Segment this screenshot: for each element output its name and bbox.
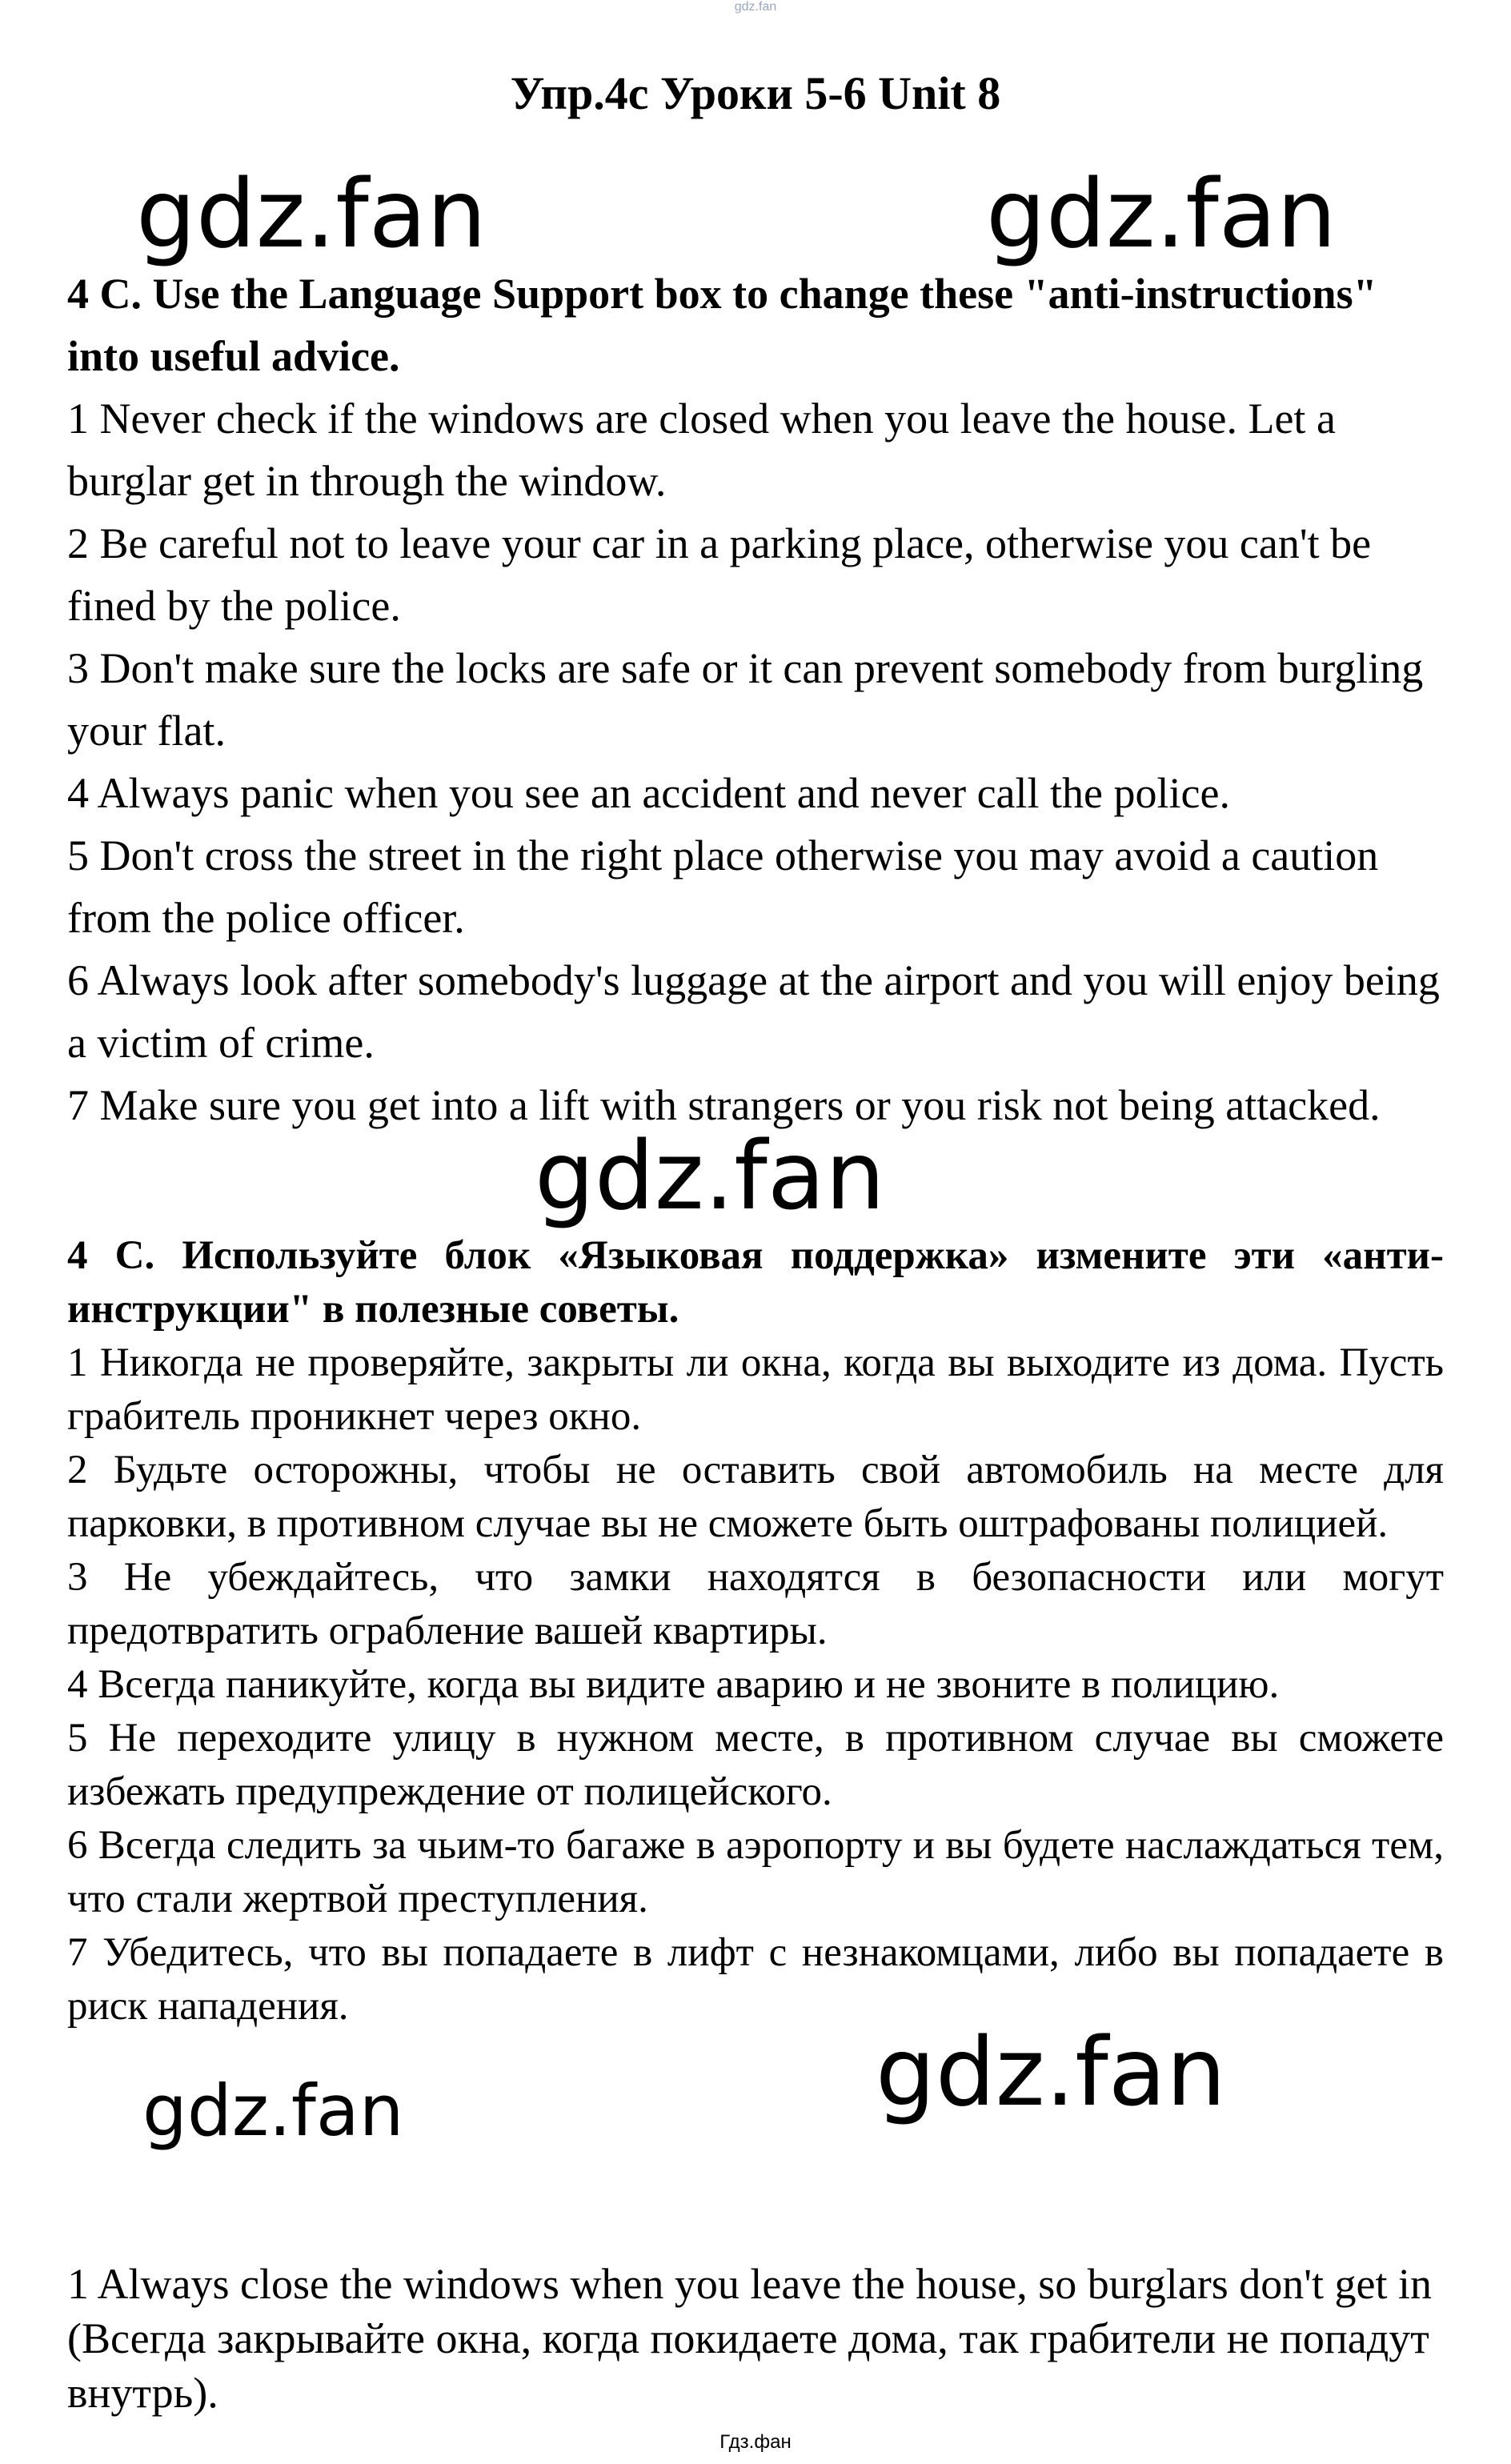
russian-item: 6 Всегда следить за чьим-то багаже в аэропорту и вы будете наслаждаться тем, что стали жертвой преступления. bbox=[67, 1823, 1444, 1921]
english-heading: 4 C. Use the Language Support box to change these "anti-instructions" into useful advice. bbox=[67, 270, 1377, 380]
russian-item: 4 Всегда паникуйте, когда вы видите аварию и не звоните в полицию. bbox=[67, 1662, 1280, 1707]
footer-mark: Гдз.фан bbox=[719, 2431, 792, 2453]
english-item: 2 Be careful not to leave your car in a parking place, otherwise you can't be fined by the police. bbox=[67, 519, 1372, 630]
watermark-text: gdz.fan bbox=[136, 158, 487, 269]
watermark-text: gdz.fan bbox=[986, 158, 1337, 269]
english-exercise bbox=[67, 262, 1450, 1136]
english-item: 6 Always look after somebody's luggage at the airport and you will enjoy being a victim of crime. bbox=[67, 956, 1440, 1067]
watermark-text: gdz.fan bbox=[535, 1120, 885, 1231]
answer-text bbox=[67, 2214, 1450, 2463]
russian-heading: 4 С. Используйте блок «Языковая поддержка» измените эти «анти-инструкции" в полезные советы. bbox=[67, 1233, 1444, 1332]
english-item: 4 Always panic when you see an accident and never call the police. bbox=[67, 769, 1230, 817]
russian-item: 5 Не переходите улицу в нужном месте, в противном случае вы сможете избежать предупреждение от полицейского. bbox=[67, 1716, 1444, 1814]
page-title: Упр.4c Уроки 5-6 Unit 8 bbox=[510, 67, 1001, 119]
english-item: 7 Make sure you get into a lift with strangers or you risk not being attacked. bbox=[67, 1081, 1381, 1129]
watermark-text: gdz.fan bbox=[142, 2069, 404, 2152]
watermark-text: gdz.fan bbox=[876, 2017, 1226, 2127]
top-watermark: gdz.fan bbox=[734, 0, 777, 14]
english-item: 5 Don't cross the street in the right place otherwise you may avoid a caution from the police officer. bbox=[67, 831, 1379, 942]
russian-item: 1 Никогда не проверяйте, закрыты ли окна, когда вы выходите из дома. Пусть грабитель проникнет через окно. bbox=[67, 1340, 1444, 1439]
russian-item: 7 Убедитесь, что вы попадаете в лифт с незнакомцами, либо вы попадаете в риск нападения. bbox=[67, 1930, 1444, 2029]
english-item: 3 Don't make sure the locks are safe or it can prevent somebody from burgling your flat. bbox=[67, 644, 1424, 755]
russian-item: 2 Будьте осторожны, чтобы не оставить свой автомобиль на месте для парковки, в противном случае вы не сможете быть оштрафованы полицией. bbox=[67, 1448, 1444, 1546]
english-item: 1 Never check if the windows are closed when you leave the house. Let a burglar get in through the window. bbox=[67, 395, 1336, 505]
russian-item: 3 Не убеждайтесь, что замки находятся в безопасности или могут предотвратить ограбление вашей квартиры. bbox=[67, 1555, 1444, 1653]
answer-paragraph: 1 Always close the windows when you leave the house, so burglars don't get in (Всегда закрывайте окна, когда покидаете дома, так грабители не попадут внутрь). bbox=[67, 2260, 1432, 2417]
russian-exercise bbox=[67, 1229, 1444, 2033]
